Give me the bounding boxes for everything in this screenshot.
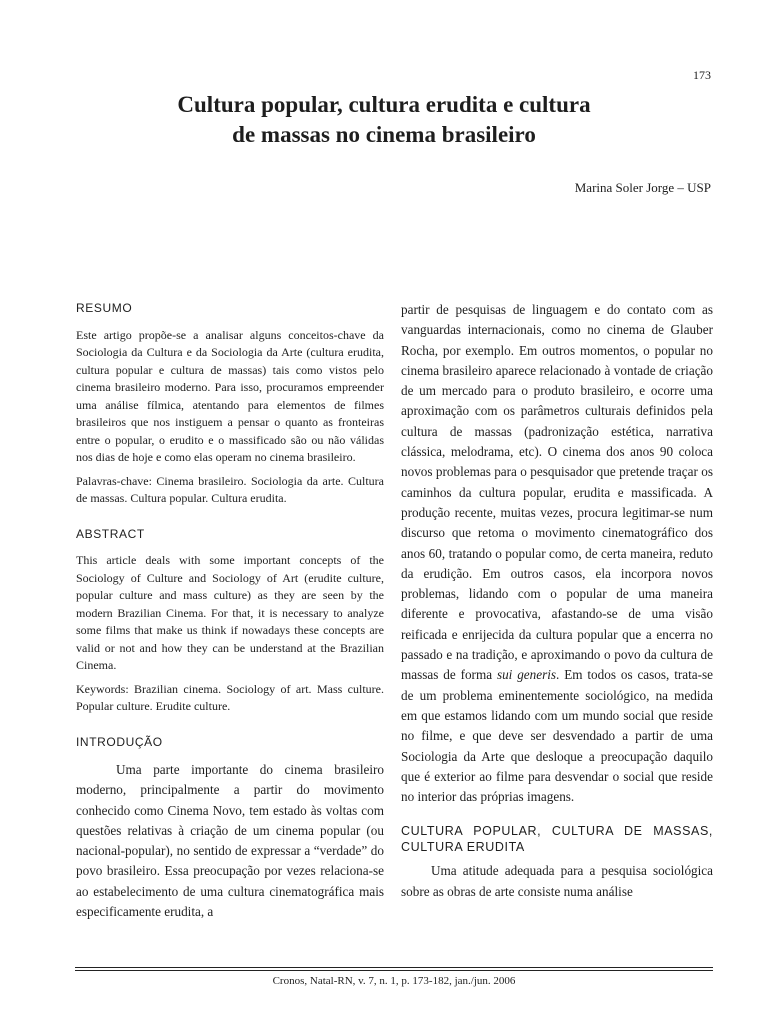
latin-term: sui generis xyxy=(496,667,557,683)
abstract-keywords: Keywords: Brazilian cinema. Sociology of art. Mass culture. Popular culture. Erudite culture. xyxy=(76,681,384,713)
section-heading-cultura: CULTURA POPULAR, CULTURA DE MASSAS, CULTURA ERUDITA xyxy=(401,824,713,855)
article-title xyxy=(60,90,708,150)
resumo-heading: RESUMO xyxy=(76,301,133,315)
footer-rule-bottom xyxy=(75,970,713,971)
right-paragraph-1 xyxy=(401,300,713,807)
section-spacer xyxy=(76,514,384,526)
title-line-2: de massas no cinema brasileiro xyxy=(232,122,536,147)
footer-rule-top xyxy=(75,967,713,968)
author-line: Marina Soler Jorge – USP xyxy=(574,180,711,195)
introducao-body: Uma parte importante do cinema brasileiro moderno, principalmente a partir do movimento conhecido como Cinema Novo, tem estado às voltas com questões relativas à criação de um cinema popular (ou nacional-popular), no sentido de expressar a “verdade” do povo brasileiro. Essa preocupação por vezes relaciona-se ao estabelecimento de uma cultura cinematográfica mais especificamente erudita, a xyxy=(76,762,384,920)
abstract-heading: ABSTRACT xyxy=(76,526,145,541)
title-line-1: Cultura popular, cultura erudita e cultura xyxy=(177,92,591,117)
footer-citation: Cronos, Natal-RN, v. 7, n. 1, p. 173-182, jan./jun. 2006 xyxy=(272,975,516,987)
resumo-keywords: Palavras-chave: Cinema brasileiro. Sociologia da arte. Cultura de massas. Cultura popular. Cultura erudita. xyxy=(76,473,384,505)
resumo-body: Este artigo propõe-se a analisar alguns conceitos-chave da Sociologia da Cultura e da Sociologia da Arte (cultura erudita, cultura popular e cultura de massas) tais como vistos pelo cinema brasileiro moderno. Para isso, procuramos empreender uma análise fílmica, atentando para elementos de filmes brasileiros que nos instiguem a pensar o quanto as fronteiras entre o popular, o erudito e o massificado são ou não válidas nos dias de hoje e como elas operam no cinema brasileiro. xyxy=(76,327,384,464)
left-column xyxy=(76,300,384,928)
right-column xyxy=(401,300,713,908)
abstract-body: This article deals with some important concepts of the Sociology of Culture and Sociology of Art (erudite culture, popular culture and mass culture) as they are seen by the modern Brazilian Cinema. For that, it is necessary to analyze some films that make us think if nowadays these concepts are valid or not and how they can be understand at the Brazilian Cinema. xyxy=(76,553,384,672)
paragraph-text-end: . Em todos os casos, trata-se de um problema eminentemente sociológico, na medida em que estamos lidando com um mundo social que reside no filme, e que deve ser desvendado a partir de uma Sociologia da Arte que desloque a preocupação daquilo que é exterior ao filme para desvendar o social que reside no interior das próprias imagens. xyxy=(401,667,714,805)
introducao-heading: INTRODUÇÃO xyxy=(76,734,163,749)
paragraph-text-start: partir de pesquisas de linguagem e do contato com as vanguardas internacionais, como no cinema de Glauber Rocha, por exemplo. Em outros momentos, o popular no cinema brasileiro aparece relacionado à vontade de criação de um mercado para o produto brasileiro, e ocorre uma aproximação com os parâmetros culturais definidos pela cultura de massas (padronização estética, narrativa clássica, melodrama, etc). O cinema dos anos 90 coloca novos problemas para o pesquisador que pretende traçar os caminhos da cultura popular, erudita e massificada. A produção recente, muitas vezes, procura legitimar-se num discurso que retoma o movimento cinematográfico dos anos 60, tratando o popular como, de certa maneira, reduto da erudição. Em outros casos, ela incorpora novos problemas, lidando com o popular de uma maneira diferente e provocativa, afastando-se de uma visão reificada e enrijecida da cultura popular que a encerra no passado e na tradição, e aproximando o povo da cultura de massas de forma xyxy=(401,302,713,683)
section-spacer xyxy=(76,722,384,734)
right-paragraph-2: Uma atitude adequada para a pesquisa sociológica sobre as obras de arte consiste numa análise xyxy=(401,863,713,899)
page-number: 173 xyxy=(693,68,711,82)
